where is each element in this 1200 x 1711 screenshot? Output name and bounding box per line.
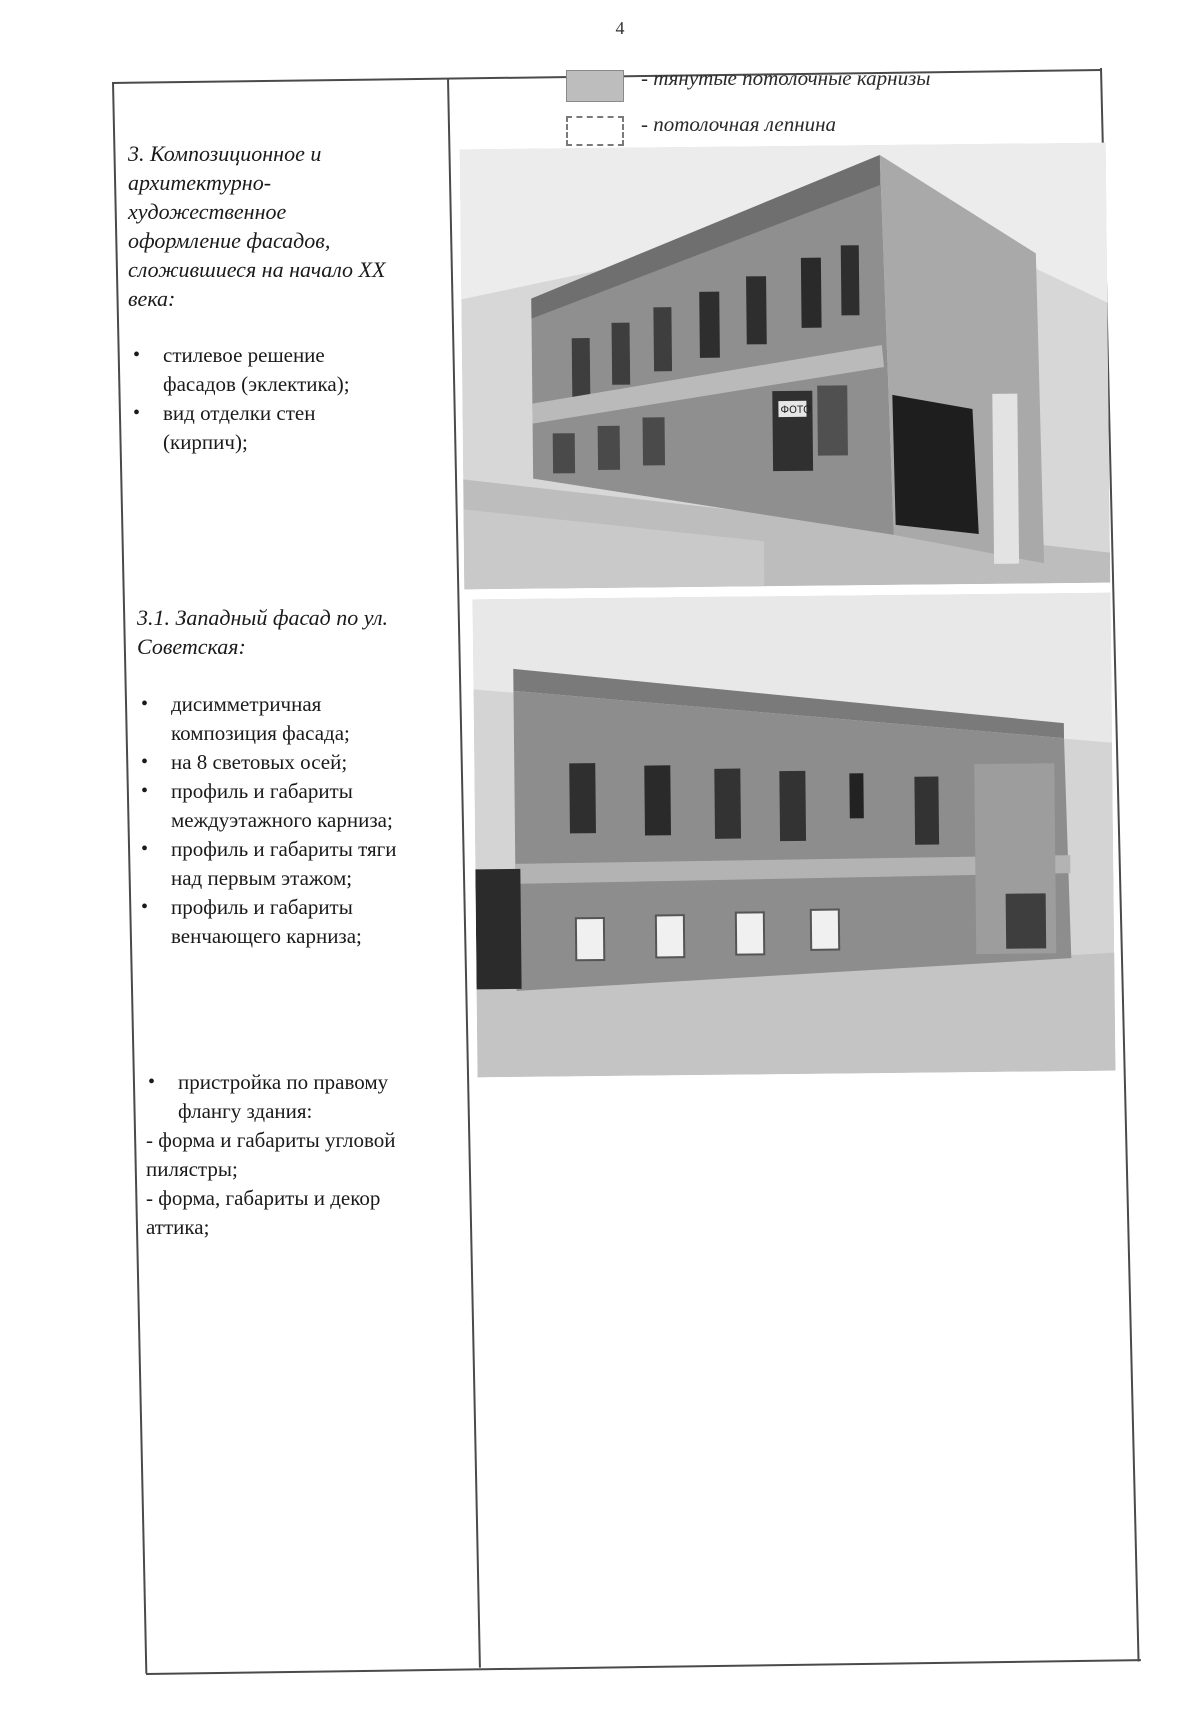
list-item: • на 8 световых осей; [139, 748, 449, 777]
list-item: • профиль и габариты междуэтажного карниза; [139, 777, 449, 835]
photo-shop-sign: ФОТО [780, 404, 811, 417]
list-item: • вид отделки стен (кирпич); [131, 399, 431, 457]
list-item: • профиль и габариты тяги над первым этажом; [139, 835, 449, 893]
page-number: 4 [615, 18, 625, 38]
annex-list [146, 1068, 446, 1126]
list-item: • профиль и габариты венчающего карниза; [139, 893, 449, 951]
photo-building-corner-view [460, 143, 1111, 590]
photo-west-facade [473, 593, 1116, 1078]
photo-building-corner-svg [460, 143, 1111, 590]
section3-list [131, 341, 431, 457]
legend-swatch-cornice [566, 70, 624, 102]
list-item: • стилевое решение фасадов (эклектика); [131, 341, 431, 399]
annex-details: - форма и габариты угловой пилястры; - форма, габариты и декор аттика; [146, 1128, 396, 1239]
photo-west-facade-svg [473, 593, 1116, 1078]
legend-swatch-stucco [566, 116, 624, 146]
section31-list [139, 690, 449, 951]
list-item: • пристройка по правому флангу здания: [146, 1068, 446, 1126]
legend-label-stucco: - потолочная лепнина [641, 112, 837, 136]
legend-label-cornice: - тянутые потолочные карнизы [641, 66, 931, 90]
section31-heading: 3.1. Западный фасад по ул. Советская: [137, 605, 389, 659]
section3-heading: 3. Композиционное и архитектурно- художественное оформление фасадов, сложившиеся на начало XX века: [128, 141, 386, 311]
list-item: • дисимметричная композиция фасада; [139, 690, 449, 748]
table-bottom-border [146, 1659, 1141, 1675]
